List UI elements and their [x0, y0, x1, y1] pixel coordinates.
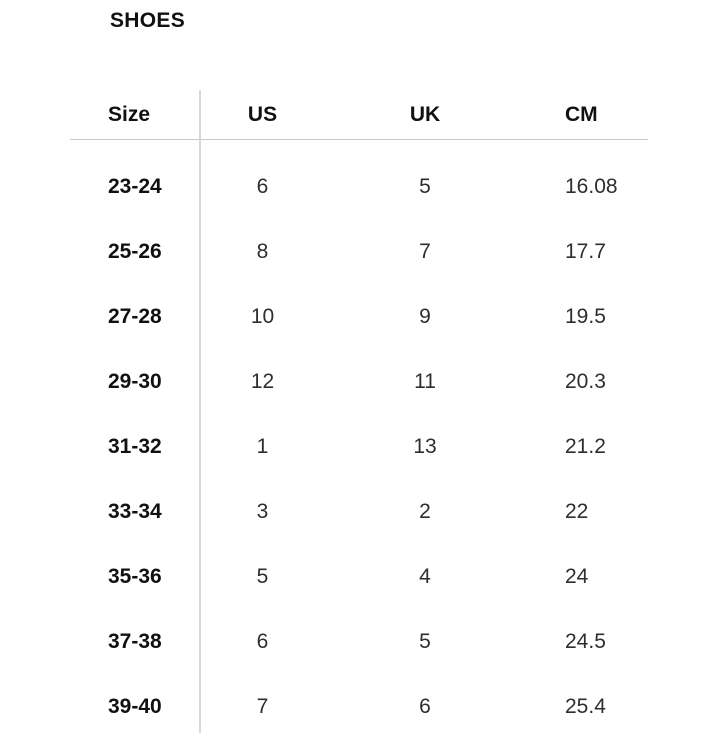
cm-cell: 17.7	[565, 239, 606, 263]
table-row	[70, 284, 648, 349]
cm-cell: 21.2	[565, 434, 606, 458]
cm-cell: 22	[565, 499, 589, 523]
size-cell: 23-24	[108, 174, 162, 198]
uk-cell: 5	[419, 174, 431, 198]
cm-cell: 24	[565, 564, 589, 588]
uk-cell: 6	[419, 694, 431, 718]
us-cell: 8	[256, 239, 269, 263]
table-row	[70, 414, 648, 479]
page-title: SHOES	[110, 9, 186, 32]
table-row	[70, 219, 648, 284]
uk-cell: 13	[413, 434, 437, 458]
size-cell: 33-34	[108, 499, 162, 523]
table-row	[70, 154, 648, 219]
cm-cell: 16.08	[565, 174, 618, 198]
us-cell: 6	[256, 629, 269, 653]
cm-cell: 20.3	[565, 369, 606, 393]
uk-cell: 9	[419, 304, 431, 328]
us-cell: 5	[256, 564, 269, 588]
column-header-us: US	[247, 102, 278, 126]
cm-cell: 25.4	[565, 694, 606, 718]
us-cell: 10	[250, 304, 275, 328]
size-cell: 35-36	[108, 564, 162, 588]
column-header-size: Size	[108, 102, 151, 126]
size-cell: 27-28	[108, 304, 162, 328]
us-cell: 7	[256, 694, 269, 718]
uk-cell: 5	[419, 629, 431, 653]
us-cell: 6	[256, 174, 269, 198]
size-cell: 25-26	[108, 239, 162, 263]
size-cell: 39-40	[108, 694, 162, 718]
uk-cell: 7	[419, 239, 431, 263]
table-row	[70, 674, 648, 739]
size-cell: 37-38	[108, 629, 162, 653]
table-row	[70, 349, 648, 414]
table-row	[70, 609, 648, 674]
table-row	[70, 479, 648, 544]
us-cell: 1	[256, 434, 269, 458]
column-header-cm: CM	[565, 102, 598, 126]
size-cell: 29-30	[108, 369, 162, 393]
size-cell: 31-32	[108, 434, 162, 458]
cm-cell: 19.5	[565, 304, 606, 328]
us-cell: 12	[250, 369, 275, 393]
uk-cell: 11	[414, 369, 436, 393]
table-body	[70, 140, 648, 739]
us-cell: 3	[256, 499, 269, 523]
size-chart-table	[70, 90, 648, 739]
column-header-uk: UK	[409, 102, 441, 126]
column-divider-line	[199, 90, 201, 733]
table-header-row	[70, 90, 648, 140]
uk-cell: 4	[419, 564, 431, 588]
uk-cell: 2	[419, 499, 431, 523]
table-row	[70, 544, 648, 609]
cm-cell: 24.5	[565, 629, 606, 653]
